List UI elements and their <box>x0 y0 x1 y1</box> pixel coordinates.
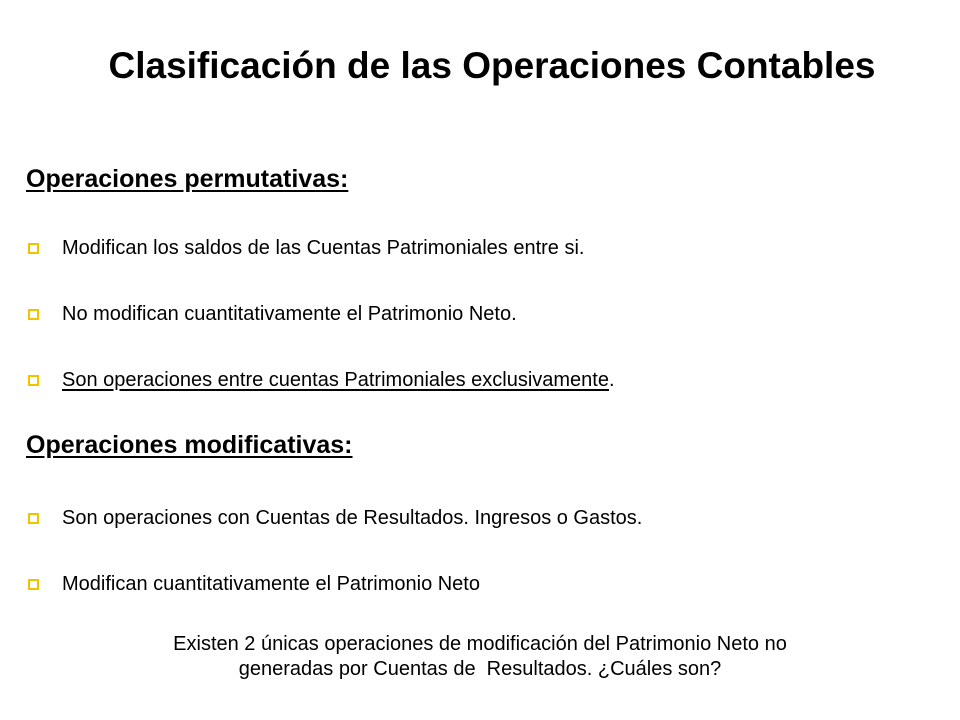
bullet-item <box>28 503 642 533</box>
bullet-item <box>28 299 517 329</box>
bullet-item <box>28 365 615 395</box>
closing-line-1: Existen 2 únicas operaciones de modificación del Patrimonio Neto no <box>173 633 787 655</box>
slide-title: Clasificación de las Operaciones Contables <box>108 45 876 86</box>
closing-line-2: generadas por Cuentas de Resultados. ¿Cuáles son? <box>238 658 722 680</box>
square-bullet-icon <box>28 513 39 524</box>
square-bullet-icon <box>28 579 39 590</box>
bullet-text: Modifican los saldos de las Cuentas Patrimoniales entre si. <box>62 236 585 259</box>
bullet-text: Modifican cuantitativamente el Patrimonio Neto <box>62 572 480 595</box>
bullet-text: No modifican cuantitativamente el Patrimonio Neto. <box>62 302 517 325</box>
bullet-item <box>28 569 480 599</box>
bullet-text-underlined: Son operaciones entre cuentas Patrimoniales exclusivamente <box>62 368 609 391</box>
square-bullet-icon <box>28 309 39 320</box>
square-bullet-icon <box>28 375 39 386</box>
closing-question <box>0 632 960 682</box>
bullet-text: Son operaciones con Cuentas de Resultados. Ingresos o Gastos. <box>62 506 643 529</box>
square-bullet-icon <box>28 243 39 254</box>
bullet-item <box>28 233 584 263</box>
bullet-text-suffix: . <box>608 368 615 391</box>
heading-permutativas: Operaciones permutativas: <box>26 165 349 193</box>
heading-modificativas: Operaciones modificativas: <box>26 431 353 459</box>
